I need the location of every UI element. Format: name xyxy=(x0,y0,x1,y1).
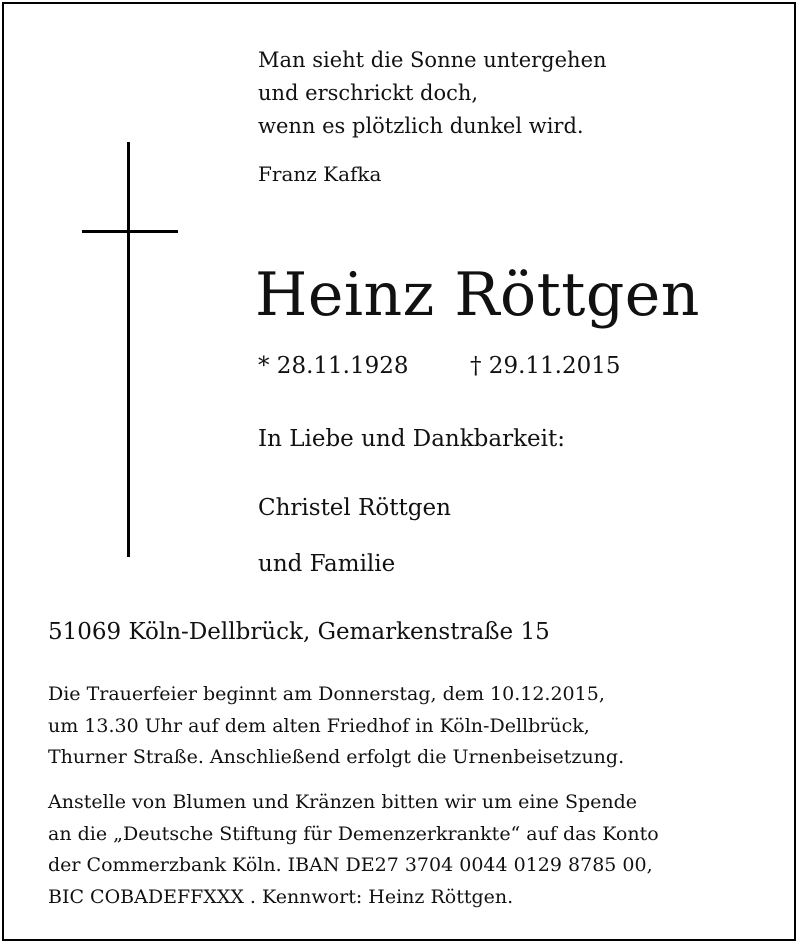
donation-line: BIC COBADEFFXXX . Kennwort: Heinz Röttgen. xyxy=(48,885,514,908)
ceremony-line: Die Trauerfeier beginnt am Donnerstag, dem 10.12.2015, xyxy=(48,683,605,705)
birth-date: * 28.11.1928 xyxy=(258,353,409,379)
death-date: † 29.11.2015 xyxy=(470,353,621,379)
poem-line: wenn es plötzlich dunkel wird. xyxy=(258,114,584,138)
ceremony-paragraph xyxy=(48,679,624,774)
ceremony-line: um 13.30 Uhr auf dem alten Friedhof in Köln-Dellbrück, xyxy=(48,714,590,737)
mourner-line: und Familie xyxy=(258,551,396,577)
donation-paragraph xyxy=(48,787,659,913)
poem-line: und erschrickt doch, xyxy=(258,81,479,105)
donation-line: Anstelle von Blumen und Kränzen bitten wir um eine Spende xyxy=(48,791,638,813)
mourners-block xyxy=(258,480,451,592)
ceremony-line: Thurner Straße. Anschließend erfolgt die Urnenbeisetzung. xyxy=(48,746,625,768)
donation-line: an die „Deutsche Stiftung für Demenzerkrankte“ auf das Konto xyxy=(48,822,659,845)
donation-line: der Commerzbank Köln. IBAN DE27 3704 0044 0129 8785 00, xyxy=(48,854,653,876)
cross-icon-horizontal xyxy=(82,230,178,233)
cross-icon-vertical xyxy=(127,142,130,557)
poem-line: Man sieht die Sonne untergehen xyxy=(258,48,607,72)
poem-author: Franz Kafka xyxy=(258,162,382,186)
poem-quote xyxy=(258,44,607,143)
mourner-line: Christel Röttgen xyxy=(258,495,451,521)
dedication-text: In Liebe und Dankbarkeit: xyxy=(258,426,565,452)
family-address: 51069 Köln-Dellbrück, Gemarkenstraße 15 xyxy=(48,619,550,645)
deceased-name: Heinz Röttgen xyxy=(255,260,700,330)
